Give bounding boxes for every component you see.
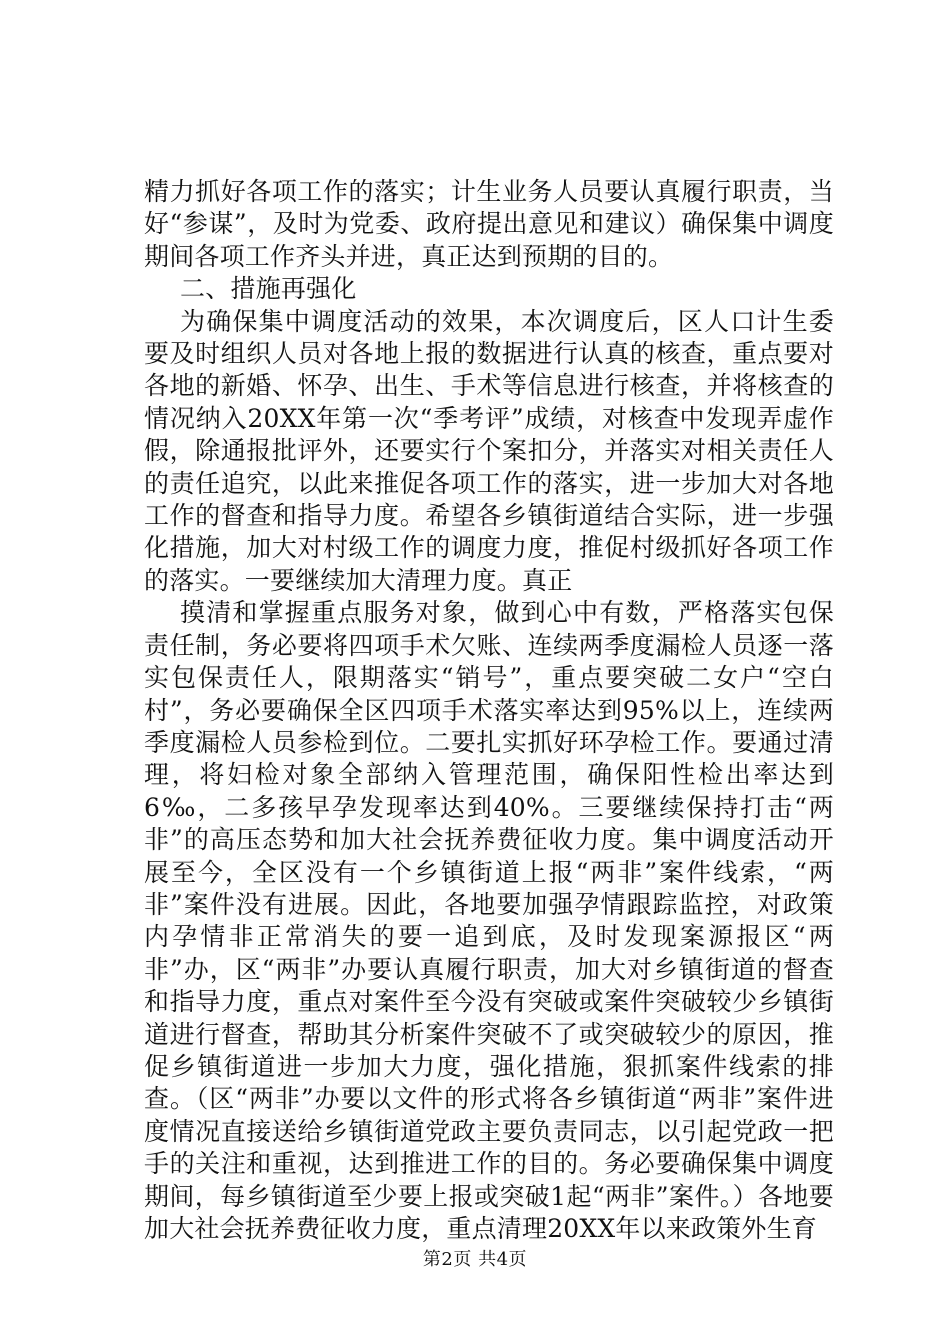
section-heading: 二、措施再强化 (180, 274, 357, 304)
paragraph-continuation: 精力抓好各项工作的落实；计生业务人员要认真履行职责，当好“参谋”，及时为党委、政府提出意见和建议）确保集中调度期间各项工作齐头并进，真正达到预期的目的。 (144, 177, 834, 271)
paragraph-measures: 为确保集中调度活动的效果，本次调度后，区人口计生委要及时组织人员对各地上报的数据进行认真的核查，重点要对各地的新婚、怀孕、出生、手术等信息进行核查，并将核查的情况纳入20XX年第一次“季考评”成绩，对核查中发现弄虚作假，除通报批评外，还要实行个案扣分，并落实对相关责任人的责任追究，以此来推促各项工作的落实，进一步加大对各地工作的督查和指导力度。希望各乡镇街道结合实际，进一步强化措施，加大对村级工作的调度力度，推促村级抓好各项工作的落实。一要继续加大清理力度。真正 (144, 306, 834, 595)
page-footer: 第2页 共4页 (422, 1249, 528, 1270)
document-body (144, 176, 834, 1245)
paragraph-details: 摸清和掌握重点服务对象，做到心中有数，严格落实包保责任制，务必要将四项手术欠账、连续两季度漏检人员逐一落实包保责任人，限期落实“销号”，重点要突破二女户“空白村”，务必要确保全区四项手术落实率达到95%以上，连续两季度漏检人员参检到位。二要扎实抓好环孕检工作。要通过清理，将妇检对象全部纳入管理范围，确保阳性检出率达到6‰，二多孩早孕发现率达到40%。三要继续保持打击“两非”的高压态势和加大社会抚养费征收力度。集中调度活动开展至今，全区没有一个乡镇街道上报“两非”案件线索，“两非”案件没有进展。因此，各地要加强孕情跟踪监控，对政策内孕情非正常消失的要一追到底，及时发现案源报区“两非”办，区“两非”办要认真履行职责，加大对乡镇街道的督查和指导力度，重点对案件至今没有突破或案件突破较少乡镇街道进行督查，帮助其分析案件突破不了或突破较少的原因，推促乡镇街道进一步加大力度，强化措施，狠抓案件线索的排查。（区“两非”办要以文件的形式将各乡镇街道“两非”案件进度情况直接送给乡镇街道党政主要负责同志，以引起党政一把手的关注和重视，达到推进工作的目的。务必要确保集中调度期间，每乡镇街道至少要上报或突破1起“两非”案件。）各地要加大社会抚养费征收力度，重点清理20XX年以来政策外生育 (144, 598, 834, 1243)
